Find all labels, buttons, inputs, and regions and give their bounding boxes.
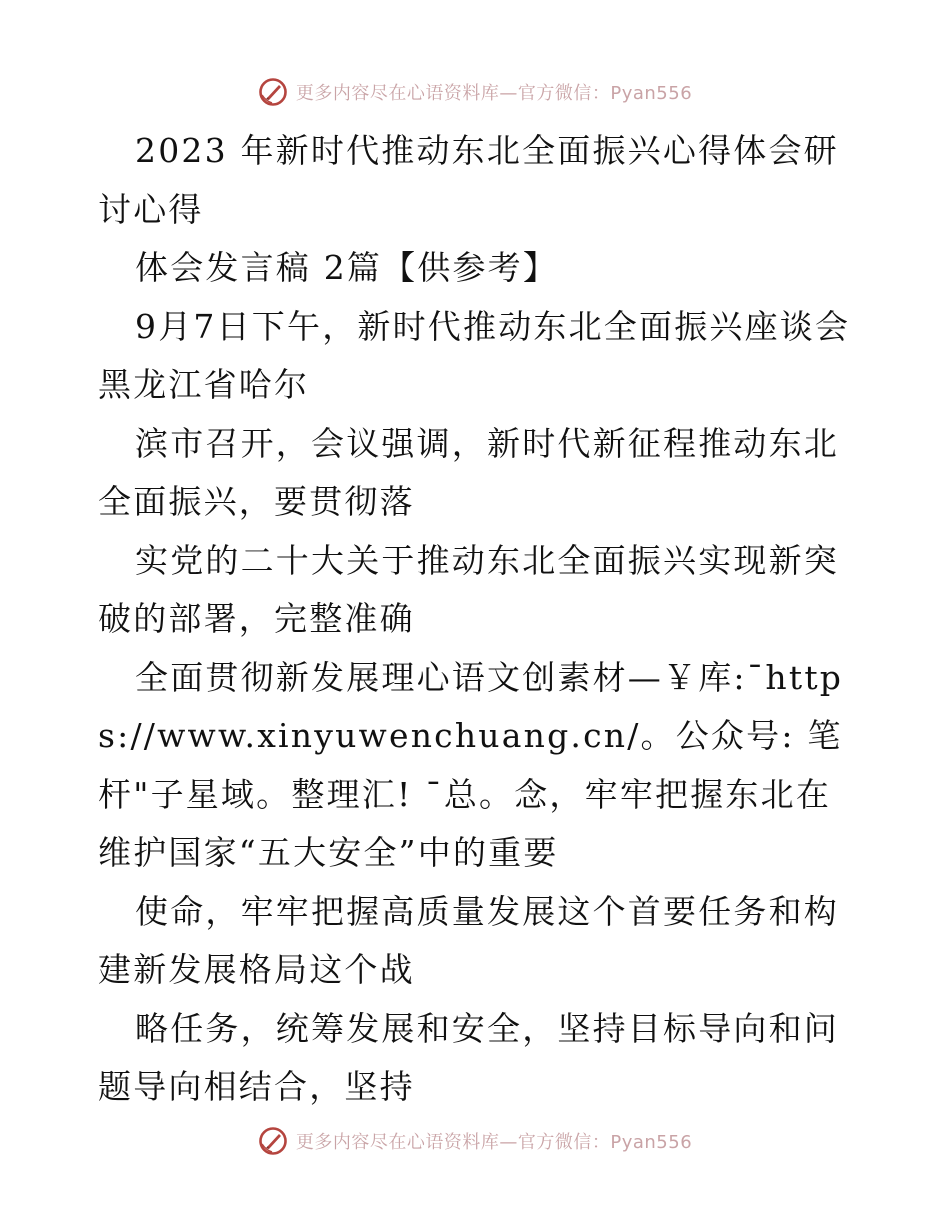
- header-banner: [0, 72, 950, 112]
- paragraph: 全面贯彻新发展理心语文创素材—￥库:¯https://www.xinyuwenchuang.cn/。公众号: 笔杆"子星域。整理汇! ¯总。念，牢牢把握东北在维护国家“五大安全”中的重要: [98, 657, 844, 872]
- paragraph: 实党的二十大关于推动东北全面振兴实现新突破的部署，完整准确: [98, 540, 839, 638]
- footer-banner: [0, 1121, 950, 1161]
- paragraph: 滨市召开，会议强调，新时代新征程推动东北全面振兴，要贯彻落: [98, 423, 839, 521]
- paragraph: 使命，牢牢把握高质量发展这个首要任务和构建新发展格局这个战: [98, 891, 839, 989]
- paragraph: 9月7日下午，新时代推动东北全面振兴座谈会黑龙江省哈尔: [98, 306, 851, 404]
- document-body: [98, 122, 854, 1117]
- paragraph: 略任务，统筹发展和安全，坚持目标导向和问题导向相结合，坚持: [98, 1008, 839, 1106]
- banner-text: 更多内容尽在心语资料库—官方微信：Pyan556: [295, 1132, 693, 1153]
- paragraph-subtitle: 体会发言稿 2篇【供参考】: [135, 248, 559, 287]
- banner-text: 更多内容尽在心语资料库—官方微信：Pyan556: [295, 83, 693, 104]
- quill-pen-logo-icon: [258, 77, 288, 107]
- paragraph-title: 2023 年新时代推动东北全面振兴心得体会研讨心得: [98, 131, 839, 229]
- quill-pen-logo-icon: [258, 1126, 288, 1156]
